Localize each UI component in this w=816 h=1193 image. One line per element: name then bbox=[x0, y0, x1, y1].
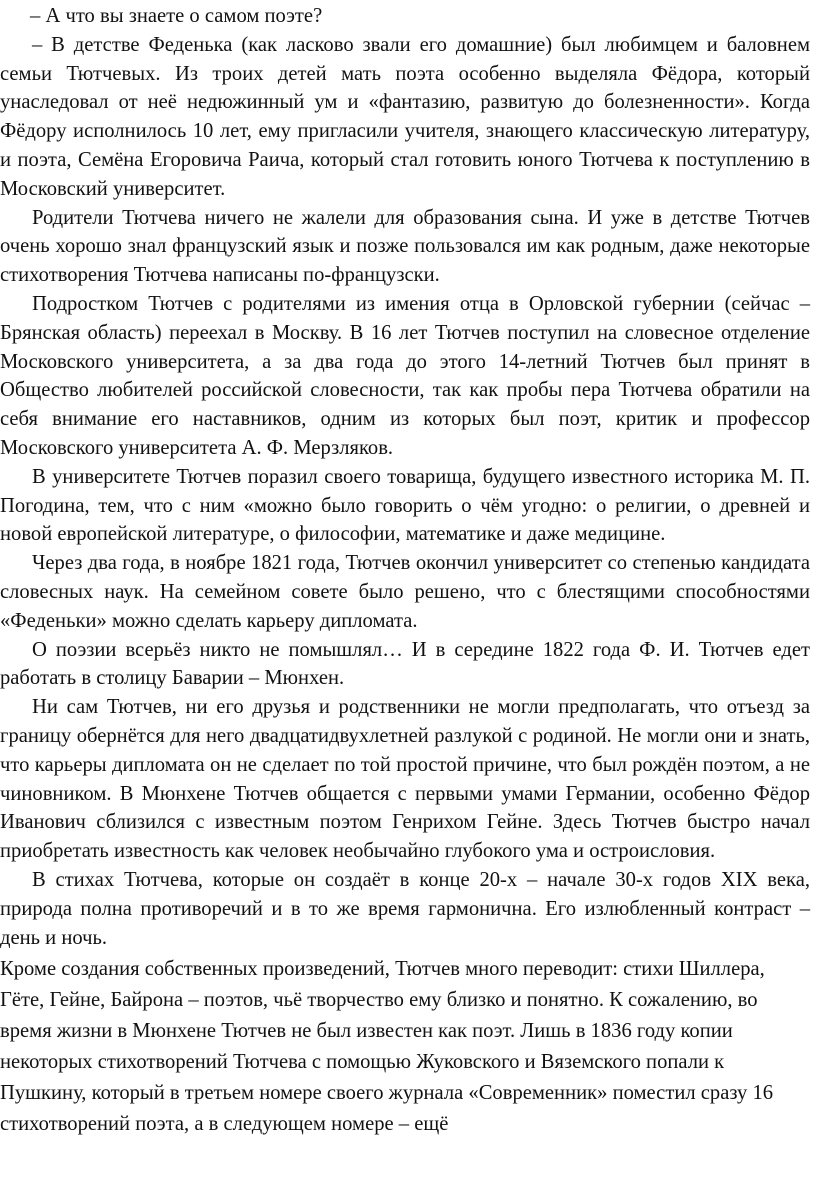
paragraph-graduation: Через два года, в ноябре 1821 года, Тютчев окончил университет со степенью кандидата словесных наук. На семейном совете было решено, что с блестящими способностями «Феденьки» можно сделать карьеру дипломата. bbox=[0, 552, 810, 632]
paragraph-question: – А что вы знаете о самом поэте? bbox=[30, 5, 323, 27]
paragraph-moscow: Подростком Тютчев с родителями из имения отца в Орловской губернии (сейчас – Брянская область) переехал в Москву. В 16 лет Тютчев поступил на словесное отделение Московского университета, а за два года до этого 14-летний Тютчев был принят в Общество любителей российской словесности, так как пробы пера Тютчева обратили на себя внимание его наставников, одним из которых был поэт, критик и профессор Московского университета А. Ф. Мерзляков. bbox=[0, 292, 810, 459]
paragraph-munich-departure: О поэзии всерьёз никто не помышлял… И в середине 1822 года Ф. И. Тютчев едет работать в столицу Баварии – Мюнхен. bbox=[0, 638, 810, 690]
paragraph-translations: Кроме создания собственных произведений, Тютчев много переводит: стихи Шиллера, Гёте, Гейне, Байрона – поэтов, чьё творчество ему близко и понятно. К сожалению, во время жизни в Мюнхене Тютчев не был известен как поэт. Лишь в 1836 году копии некоторых стихотворений Тютчева с помощью Жуковского и Вяземского попали к Пушкину, который в третьем номере своего журнала «Современник» поместил сразу 16 стихотворений поэта, а в следующем номере – ещё bbox=[0, 958, 774, 1136]
paragraph-munich-life: Ни сам Тютчев, ни его друзья и родственники не могли предполагать, что отъезд за границу обернётся для него двадцатидвухлетней разлукой с родиной. Не могли они и знать, что карьеры дипломата он не сделает по той простой причине, что был рождён поэтом, а не чиновником. В Мюнхене Тютчев общается с первыми умами Германии, особенно Фёдор Иванович сблизился с известным поэтом Генрихом Гейне. Здесь Тютчев быстро начал приобретать известность как человек необычайно глубокого ума и остроисловия. bbox=[0, 696, 810, 863]
paragraph-university: В университете Тютчев поразил своего товарища, будущего известного историка М. П. Погодина, тем, что с ним «можно было говорить о чём угодно: о религии, о древней и новой европейской литературе, о философии, математике и даже медицине. bbox=[0, 465, 810, 546]
paragraph-childhood: – В детстве Феденька (как ласково звали его домашние) был любимцем и баловнем семьи Тютчевых. Из троих детей мать поэта особенно выделяла Фёдора, который унаследовал от неё недюжинный ум и «фантазию, развитую до болезненности». Когда Фёдору исполнилось 10 лет, ему пригласили учителя, знающего классическую литературу, и поэта, Семёна Егоровича Раича, который стал готовить юного Тютчева к поступлению в Московский университет. bbox=[0, 33, 810, 200]
paragraph-education: Родители Тютчева ничего не жалели для образования сына. И уже в детстве Тютчев очень хорошо знал французский язык и позже пользовался им как родным, даже некоторые стихотворения Тютчева написаны по-французски. bbox=[0, 206, 810, 287]
paragraph-poetry-nature: В стихах Тютчева, которые он создаёт в конце 20-х – начале 30-х годов XIX века, природа полна противоречий и в то же время гармонична. Его излюбленный контраст – день и ночь. bbox=[0, 868, 810, 949]
